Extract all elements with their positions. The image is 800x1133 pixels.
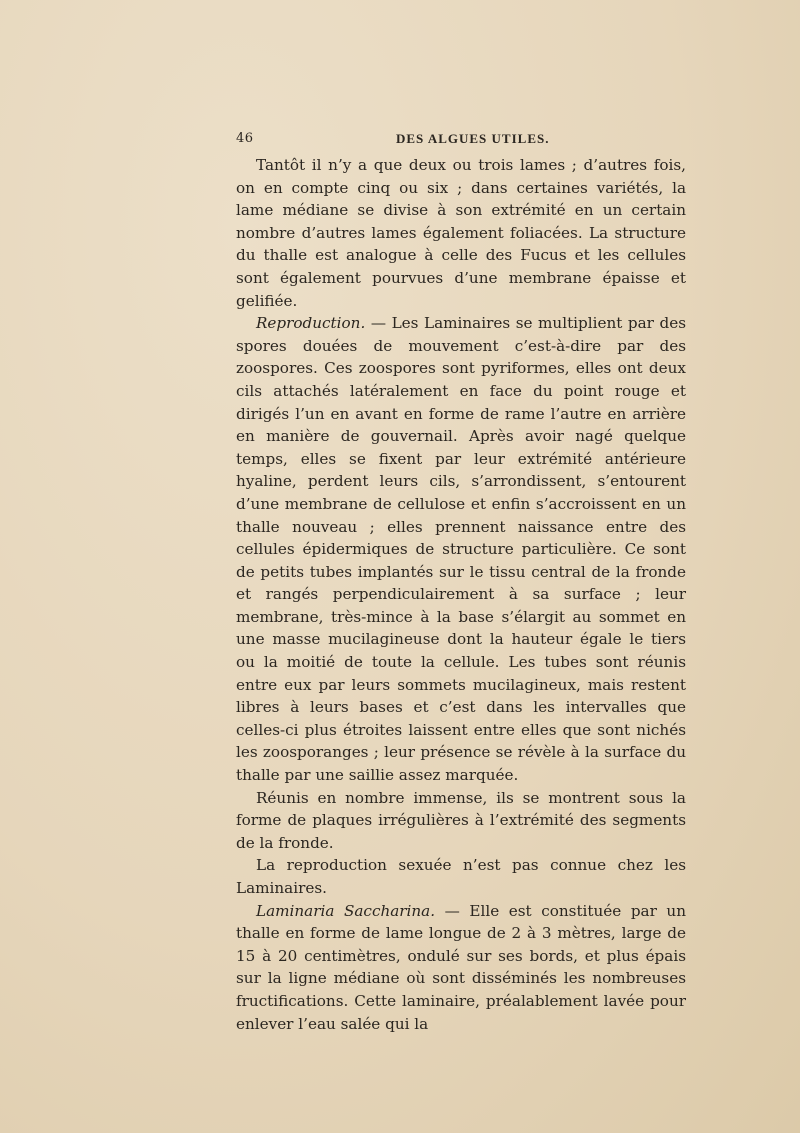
paragraph-text: — Elle est constituée par un thalle en forme de lame longue de 2 à 3 mètres, large de 15 à 20 centimètres, ondulé sur ses bords, et plus épais sur la ligne médiane où sont disséminés les nombreuses fructifications. Cette laminaire, préalablement lavée pour enlever l’eau salée qui la (236, 901, 686, 1033)
paragraph-text: Réunis en nombre immense, ils se montrent sous la forme de plaques irrégulières à l’extrémité des segments de la fronde. (236, 788, 686, 852)
paragraph-text: Tantôt il n’y a que deux ou trois lames ; d’autres fois, on en compte cinq ou six ; dans certaines variétés, la lame médiane se divise à son extrémité en un certain nombre d’autres lames également foliacées. La structure du thalle est analogue à celle des Fucus et les cellules sont également pourvues d’une membrane épaisse et gelifiée. (236, 156, 686, 310)
page-header (236, 131, 686, 151)
page-body (236, 154, 686, 1035)
paragraph-lead: Laminaria Saccharina. (256, 901, 436, 920)
paragraph-reproduction (236, 312, 686, 786)
paragraph-laminaria-saccharina (236, 900, 686, 1036)
paragraph-sexuee (236, 854, 686, 899)
running-title: DES ALGUES UTILES. (396, 131, 550, 146)
paragraph-text: — Les Laminaires se multiplient par des spores douées de mouvement c’est-à-dire par des zoospores. Ces zoospores sont pyriformes, elles ont deux cils attachés latéralement en face du point rouge et dirigés l’un en avant en forme de rame l’autre en arrière en manière de gouvernail. Après avoir nagé quelque temps, elles se fixent par leur extrémité antérieure hyaline, perdent leurs cils, s’arrondissent, s’entourent d’une membrane de cellulose et enfin s’accroissent en un thalle nouveau ; elles prennent naissance entre des cellules épidermiques de structure particulière. Ce sont de petits tubes implantés sur le tissu central de la fronde et rangés perpendiculairement à sa surface ; leur membrane, très-mince à la base s’élargit au sommet en une masse mucilagineuse dont la hauteur égale le tiers ou la moitié de toute la cellule. Les tubes sont réunis entre eux par leurs sommets mucilagineux, mais restent libres à leurs bases et c’est dans les intervalles que celles-ci plus étroites laissent entre elles que sont nichés les zoosporanges ; leur présence se révèle à la surface du thalle par une saillie assez marquée. (236, 314, 686, 785)
page-number: 46 (236, 131, 254, 146)
paragraph-lames (236, 154, 686, 312)
paragraph-plaques (236, 787, 686, 855)
paragraph-lead: Reproduction. (256, 314, 366, 333)
paragraph-text: La reproduction sexuée n’est pas connue chez les Laminaires. (236, 856, 686, 897)
